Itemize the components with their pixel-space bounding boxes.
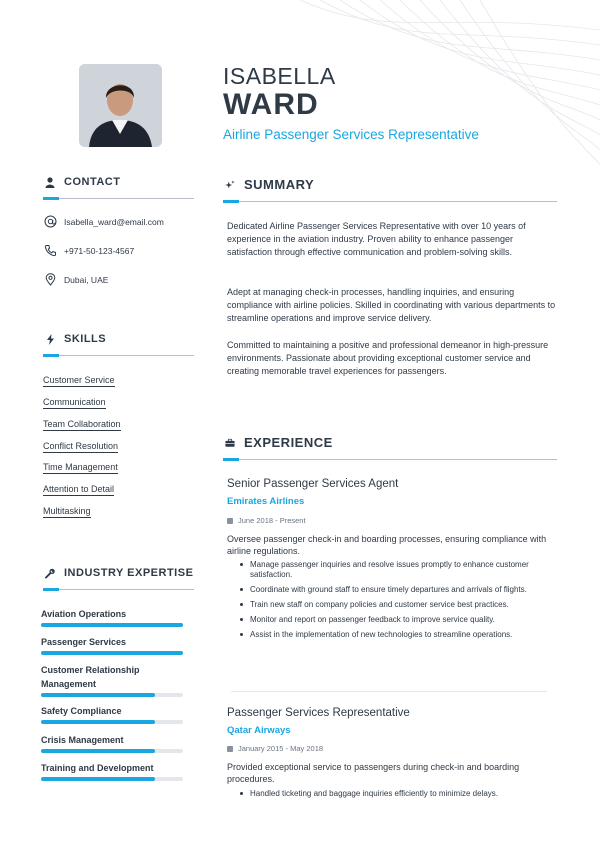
- expertise-label: Crisis Management: [41, 735, 124, 745]
- experience-heading-label: EXPERIENCE: [244, 435, 333, 450]
- job-description: Oversee passenger check-in and boarding processes, ensuring compliance with airline regulations.: [227, 534, 547, 556]
- expertise-label: Training and Development: [41, 763, 154, 773]
- job-position: Senior Passenger Services Agent: [227, 478, 399, 490]
- skill-item: Time Management: [43, 462, 118, 472]
- job-bullet: Handled ticketing and baggage inquiries efficiently to minimize delays.: [238, 789, 556, 799]
- experience-divider: [223, 459, 557, 460]
- expertise-bar-fill: [41, 693, 155, 697]
- job-company: Qatar Airways: [227, 725, 291, 736]
- expertise-bar: [41, 693, 183, 697]
- sparkle-icon: [225, 179, 235, 191]
- skill-item: Conflict Resolution: [43, 441, 119, 451]
- expertise-item: [41, 733, 183, 753]
- summary-paragraph: Dedicated Airline Passenger Services Representative with over 10 years of experience in the aviation industry. Proven ability to enhance passenger satisfaction through effective communication and problem-solving skills.: [227, 221, 526, 257]
- skills-heading: [45, 333, 106, 345]
- job-bullet: Coordinate with ground staff to ensure timely departures and arrivals of flights.: [238, 585, 556, 595]
- expertise-item: [41, 704, 183, 724]
- job-description: Provided exceptional service to passengers during check-in and boarding procedures.: [227, 762, 520, 784]
- contact-email-text: Isabella_ward@email.com: [64, 216, 164, 227]
- person-icon: [45, 176, 55, 188]
- avatar-illustration: [79, 64, 162, 147]
- calendar-icon: [227, 518, 233, 524]
- first-name: ISABELLA: [223, 63, 336, 89]
- expertise-label: Aviation Operations: [41, 609, 127, 619]
- expertise-bar: [41, 623, 183, 627]
- job-bullet: Assist in the implementation of new technologies to streamline operations.: [238, 630, 556, 640]
- expertise-bar: [41, 720, 183, 724]
- expertise-bar: [41, 777, 183, 781]
- phone-icon: [44, 244, 57, 257]
- job-company: Emirates Airlines: [227, 496, 305, 507]
- lightning-icon: [45, 333, 55, 345]
- last-name: WARD: [223, 88, 319, 121]
- skills-heading-label: SKILLS: [64, 333, 107, 345]
- expertise-bar-fill: [41, 777, 155, 781]
- expertise-item: [41, 761, 183, 781]
- calendar-icon: [227, 746, 233, 752]
- expertise-bar-fill: [41, 720, 155, 724]
- skill-item: Customer Service: [43, 375, 115, 385]
- expertise-bar-fill: [41, 623, 183, 627]
- contact-heading: [45, 176, 120, 188]
- job-bullets: [238, 789, 556, 804]
- job-title: Airline Passenger Services Representative: [223, 127, 479, 142]
- contact-email[interactable]: [44, 215, 164, 228]
- job-date-text: January 2015 - May 2018: [238, 744, 324, 753]
- skills-divider: [43, 355, 194, 356]
- expertise-label: Customer Relationship Management: [41, 665, 140, 689]
- job-date-text: June 2018 - Present: [238, 516, 306, 525]
- wrench-icon: [45, 567, 55, 579]
- contact-heading-label: CONTACT: [64, 176, 121, 188]
- contact-divider: [43, 198, 194, 199]
- job-position: Passenger Services Representative: [227, 707, 410, 719]
- expertise-item: [41, 607, 183, 627]
- at-icon: [44, 215, 57, 228]
- job-date: [227, 744, 323, 753]
- expertise-bar: [41, 651, 183, 655]
- job-bullets: [238, 560, 556, 645]
- contact-location-text: Dubai, UAE: [64, 274, 109, 285]
- job-bullet: Manage passenger inquiries and resolve issues promptly to enhance customer satisfaction.: [238, 560, 556, 580]
- summary-divider: [223, 201, 557, 202]
- job-bullet: Train new staff on company policies and customer service best practices.: [238, 600, 556, 610]
- expertise-bar-fill: [41, 651, 183, 655]
- profile-photo: [79, 64, 162, 147]
- expertise-bar: [41, 749, 183, 753]
- summary-heading: [225, 177, 314, 192]
- briefcase-icon: [225, 437, 235, 449]
- expertise-label: Passenger Services: [41, 637, 127, 647]
- skill-item: Team Collaboration: [43, 419, 121, 429]
- expertise-item: [41, 663, 183, 697]
- location-pin-icon: [44, 273, 57, 286]
- expertise-divider: [43, 589, 194, 590]
- job-bullet: Monitor and report on passenger feedback to improve service quality.: [238, 615, 556, 625]
- experience-heading: [225, 435, 333, 450]
- skill-item: Multitasking: [43, 506, 91, 516]
- expertise-label: Safety Compliance: [41, 706, 122, 716]
- contact-phone[interactable]: [44, 244, 134, 257]
- summary-paragraph: Adept at managing check-in processes, handling inquiries, and ensuring compliance with airline policies. Skilled in coordinating with various departments to streamline operations and improve service delivery.: [227, 287, 556, 323]
- job-date: [227, 516, 306, 525]
- expertise-item: [41, 635, 183, 655]
- summary-paragraph: Committed to maintaining a positive and professional demeanor in high-pressure environments. Passionate about providing exceptional customer service and creating memorable travel experiences for passengers.: [227, 340, 549, 376]
- contact-location: [44, 273, 108, 286]
- contact-phone-text: +971-50-123-4567: [64, 245, 135, 256]
- skill-item: Communication: [43, 397, 106, 407]
- expertise-heading-label: INDUSTRY EXPERTISE: [64, 567, 194, 579]
- summary-heading-label: SUMMARY: [244, 177, 315, 192]
- skill-item: Attention to Detail: [43, 484, 115, 494]
- job-separator: [231, 691, 547, 692]
- expertise-bar-fill: [41, 749, 155, 753]
- expertise-heading: [45, 567, 193, 579]
